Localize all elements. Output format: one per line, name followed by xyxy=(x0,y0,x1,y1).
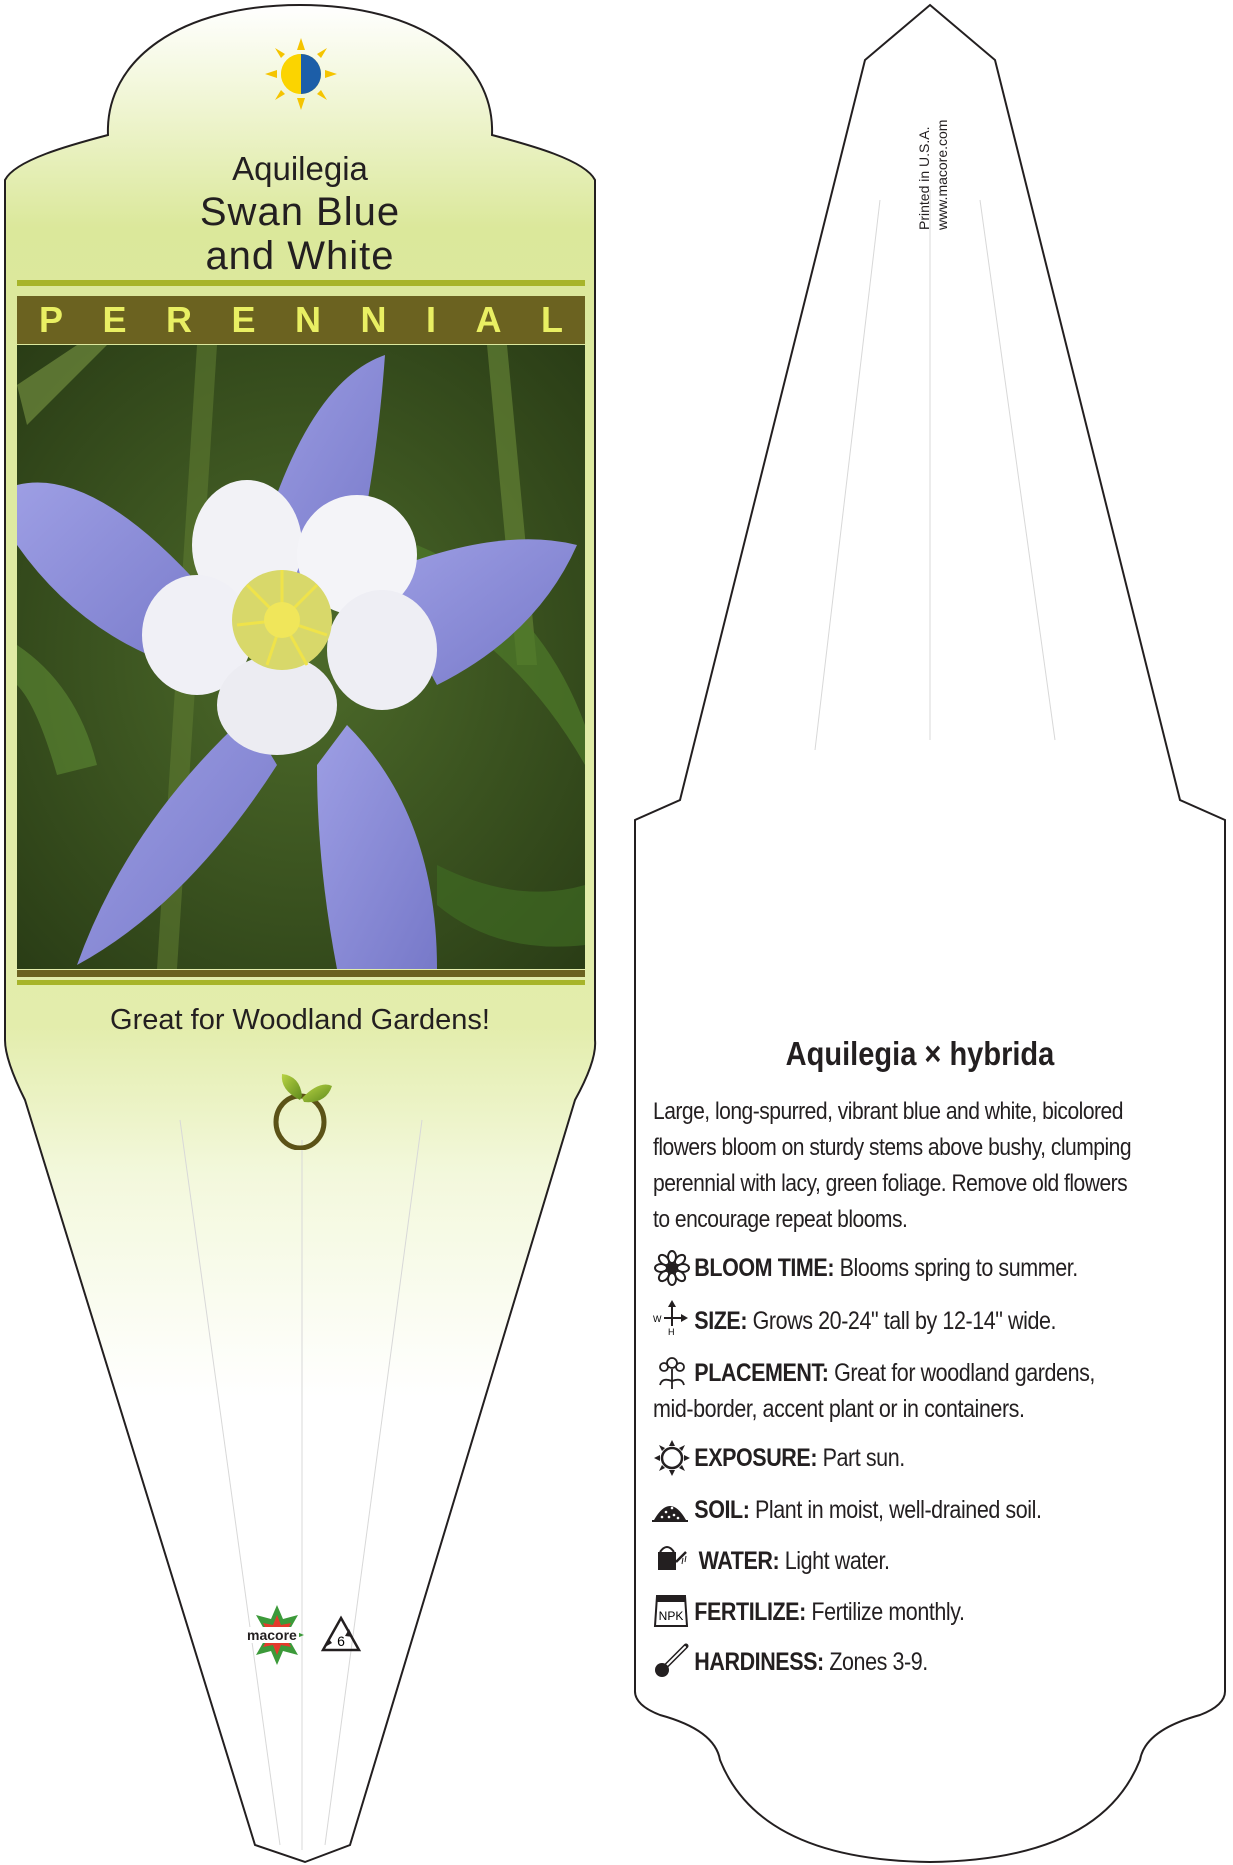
care-text: Fertilize monthly. xyxy=(805,1598,965,1626)
care-label: EXPOSURE: xyxy=(694,1444,818,1472)
recycle-icon xyxy=(320,1615,362,1655)
brand-name: macore xyxy=(247,1627,297,1643)
genus-name: Aquilegia xyxy=(232,150,368,187)
print-info xyxy=(915,120,951,230)
care-label: SIZE: xyxy=(694,1307,748,1335)
care-label: FERTILIZE: xyxy=(694,1598,806,1626)
care-text: Plant in moist, well-drained soil. xyxy=(749,1496,1042,1524)
category-letter: I xyxy=(425,299,436,340)
flower-photo xyxy=(17,345,585,969)
care-fertilize xyxy=(653,1594,1152,1630)
category-letter: E xyxy=(102,299,127,340)
category-letter: R xyxy=(166,299,192,340)
care-exposure xyxy=(653,1440,1152,1476)
category-label xyxy=(17,296,585,344)
scientific-name: Aquilegia × hybrida xyxy=(785,1035,1055,1072)
cultivar-name-line2: and White xyxy=(205,234,395,278)
npk-label: NPK xyxy=(658,1609,684,1623)
care-text: Zones 3-9. xyxy=(823,1648,928,1676)
care-text: Great for woodland gardens, xyxy=(828,1359,1095,1387)
category-letter: A xyxy=(475,299,502,340)
care-label: WATER: xyxy=(698,1547,780,1575)
care-text: Light water. xyxy=(779,1547,890,1575)
website: www.macore.com xyxy=(934,119,950,230)
care-placement xyxy=(653,1355,1152,1391)
care-placement-continued xyxy=(653,1391,1152,1427)
care-bloom-time xyxy=(653,1250,1152,1286)
category-letter: E xyxy=(231,299,256,340)
printed-in: Printed in U.S.A. xyxy=(916,126,932,230)
care-hardiness xyxy=(653,1644,1152,1680)
category-letter: N xyxy=(360,299,387,340)
care-text: Grows 20-24" tall by 12-14" wide. xyxy=(747,1307,1057,1335)
care-label: BLOOM TIME: xyxy=(694,1254,835,1282)
category-letter: L xyxy=(540,299,563,340)
tagline: Great for Woodland Gardens! xyxy=(110,1004,490,1036)
category-letter: P xyxy=(39,299,64,340)
recycle-code: 6 xyxy=(337,1633,345,1649)
care-text-continued: mid-border, accent plant or in containers. xyxy=(653,1395,1025,1423)
care-label: PLACEMENT: xyxy=(694,1359,829,1387)
seedling-icon xyxy=(270,1070,334,1150)
height-letter: H xyxy=(668,1327,675,1336)
category-letter: N xyxy=(294,299,321,340)
part-sun-icon xyxy=(265,38,337,110)
care-water xyxy=(653,1543,1152,1579)
care-label: SOIL: xyxy=(694,1496,750,1524)
width-letter: W xyxy=(653,1314,662,1324)
care-text: Blooms spring to summer. xyxy=(834,1254,1078,1282)
care-label: HARDINESS: xyxy=(694,1648,824,1676)
care-soil xyxy=(653,1492,1152,1528)
plant-description: Large, long-spurred, vibrant blue and white, bicolored flowers bloom on sturdy stems above bushy, clumping perennial with lacy, green foliage. Remove old flowers to encourage repeat blooms. xyxy=(653,1098,1132,1233)
cultivar-name-line1: Swan Blue xyxy=(199,190,401,234)
care-text: Part sun. xyxy=(817,1444,905,1472)
care-size xyxy=(653,1303,1152,1339)
